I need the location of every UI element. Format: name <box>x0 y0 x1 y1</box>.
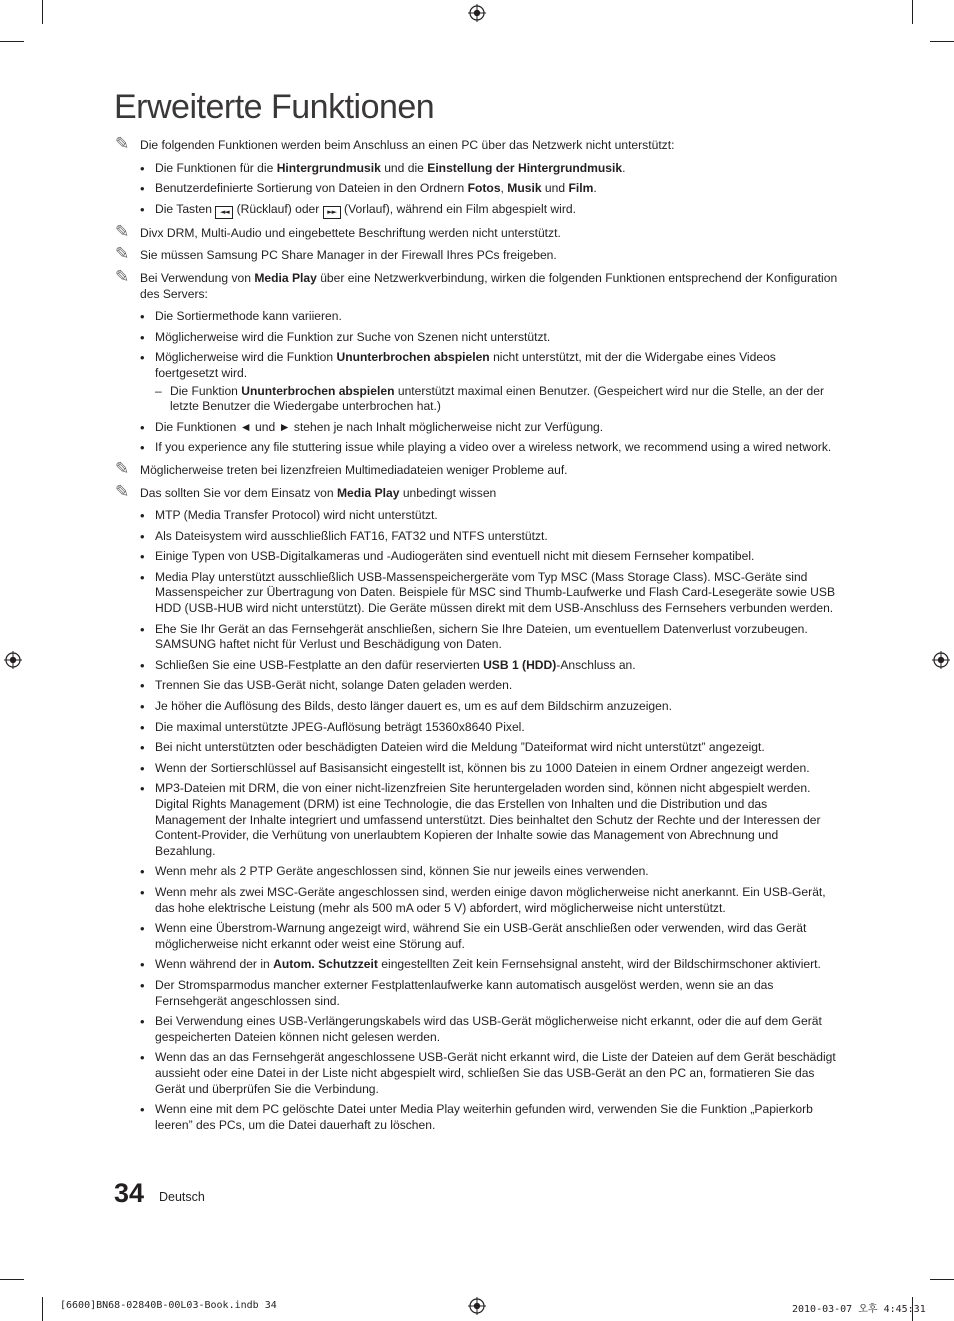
bullet-list <box>115 161 840 219</box>
crop-mark <box>42 0 43 24</box>
list-item <box>115 678 840 694</box>
item-text: Bei nicht unterstützten oder beschädigten Dateien wird die Meldung ”Dateiformat wird nicht unterstützt” angezeigt. <box>155 740 765 755</box>
bullet: • <box>140 621 145 637</box>
sub-item <box>115 384 840 415</box>
bullet: • <box>140 884 145 900</box>
dash: – <box>155 383 162 398</box>
list-item <box>115 549 840 565</box>
bullet: • <box>140 719 145 735</box>
registration-mark-icon <box>468 4 486 22</box>
item-text: Wenn der Sortierschlüssel auf Basisansicht eingestellt ist, können bis zu 1000 Dateien in einem Ordner angezeigt werden. <box>155 760 810 775</box>
note-text: Divx DRM, Multi-Audio und eingebettete Beschriftung werden nicht unterstützt. <box>140 225 561 240</box>
note-pen-icon: ✎ <box>115 266 130 287</box>
item-text: und die <box>380 160 428 175</box>
bullet-list <box>115 309 840 381</box>
list-item <box>115 740 840 756</box>
list-item <box>115 761 840 777</box>
print-timestamp: 2010-03-07 오후 4:45:31 <box>792 1304 926 1315</box>
note <box>115 458 840 479</box>
bullet: • <box>140 977 145 993</box>
note <box>115 481 840 502</box>
page-content <box>115 134 840 1140</box>
list-item <box>115 202 840 219</box>
list-item <box>115 864 840 880</box>
bullet: • <box>140 440 145 456</box>
item-text: Die Funktion <box>170 383 242 398</box>
item-text: Wenn das an das Fernsehgerät angeschlossene USB-Gerät nicht erkannt wird, die Liste der Dateien auf dem Gerät beschädigt aussieht oder eine Datei in der Liste nicht abgespielt wird, schließen Sie das USB-Gerät an den PC an, formatieren Sie das Gerät und überprüfen Sie die Verbindung. <box>155 1050 836 1096</box>
item-bold: Ununterbrochen abspielen <box>241 383 395 398</box>
item-text: Möglicherweise wird die Funktion <box>155 350 337 365</box>
bullet: • <box>140 760 145 776</box>
item-text: , <box>500 181 508 196</box>
rewind-button-icon: ◄◄ <box>215 206 233 219</box>
bullet: • <box>140 864 145 880</box>
list-item <box>115 885 840 916</box>
item-text: (Rücklauf) oder <box>233 201 323 216</box>
item-bold: Autom. Schutzzeit <box>273 957 378 972</box>
page-title: Erweiterte Funktionen <box>114 88 435 126</box>
note-pen-icon: ✎ <box>115 244 130 265</box>
registration-mark-icon <box>932 651 950 669</box>
note-bold: Media Play <box>254 270 317 285</box>
list-item <box>115 508 840 524</box>
note-pen-icon: ✎ <box>115 221 130 242</box>
list-item <box>115 330 840 346</box>
bullet: • <box>140 549 145 565</box>
item-text: Die Funktionen ◄ und ► stehen je nach Inhalt möglicherweise nicht zur Verfügung. <box>155 419 604 434</box>
list-item <box>115 440 840 456</box>
item-text: und <box>541 181 569 196</box>
note-pen-icon: ✎ <box>115 458 130 479</box>
crop-mark <box>0 1279 24 1280</box>
bullet-list <box>115 420 840 456</box>
item-text: Wenn während der in <box>155 957 274 972</box>
bullet: • <box>140 181 145 197</box>
note <box>115 266 840 302</box>
list-item <box>115 781 840 859</box>
list-item <box>115 1050 840 1097</box>
item-text: Die Tasten <box>155 201 216 216</box>
note-text: Möglicherweise treten bei lizenzfreien Multimediadateien weniger Probleme auf. <box>140 462 568 477</box>
note <box>115 244 840 265</box>
item-text: Ehe Sie Ihr Gerät an das Fernsehgerät anschließen, sichern Sie Ihre Dateien, um eventuellem Datenverlust vorzubeugen. SAMSUNG haftet nicht für Verlust und Beschädigung von Daten. <box>155 621 808 652</box>
bullet: • <box>140 781 145 797</box>
bullet: • <box>140 528 145 544</box>
bullet-list <box>115 508 840 1133</box>
list-item <box>115 1102 840 1133</box>
list-item <box>115 570 840 617</box>
bullet: • <box>140 1050 145 1066</box>
note-text: Das sollten Sie vor dem Einsatz von <box>140 485 337 500</box>
bullet: • <box>140 160 145 176</box>
note-text: Sie müssen Samsung PC Share Manager in der Firewall Ihres PCs freigeben. <box>140 248 557 263</box>
list-item <box>115 622 840 653</box>
page-number: 34 <box>114 1178 145 1208</box>
item-text: MP3-Dateien mit DRM, die von einer nicht-lizenzfreien Site heruntergeladen worden sind, können nicht abgespielt werden. Digital Rights Management (DRM) ist eine Technologie, die das Erstellen von Inhalten und die Distribution und das Management der Inhalte integriert und umfassend unterstützt. Dies beinhaltet den Schutz der Rechte und der Interessen der Content-Provider, die Verhütung von unerlaubtem Kopieren der Inhalte sowie das Management von Abrechnung und Bezahlung. <box>155 781 821 858</box>
bullet: • <box>140 1102 145 1118</box>
item-text: eingestellten Zeit kein Fernsehsignal ansteht, wird der Bildschirmschoner aktiviert. <box>377 957 821 972</box>
bullet: • <box>140 350 145 366</box>
item-text: MTP (Media Transfer Protocol) wird nicht unterstützt. <box>155 508 438 523</box>
note-pen-icon: ✎ <box>115 481 130 502</box>
crop-mark <box>912 0 913 24</box>
list-item <box>115 978 840 1009</box>
crop-mark <box>42 1297 43 1321</box>
item-bold: USB 1 (HDD) <box>483 657 557 672</box>
item-bold: Musik <box>507 181 542 196</box>
note-pen-icon: ✎ <box>115 134 130 154</box>
item-text: If you experience any file stuttering issue while playing a video over a wireless network, we recommend using a wired network. <box>155 440 832 455</box>
item-bold: Hintergrundmusik <box>276 160 381 175</box>
list-item <box>115 957 840 973</box>
bullet: • <box>140 921 145 937</box>
list-item <box>115 309 840 325</box>
item-text: (Vorlauf), während ein Film abgespielt wird. <box>340 201 576 216</box>
item-text: Wenn eine mit dem PC gelöschte Datei unter Media Play weiterhin gefunden wird, verwenden Sie die Funktion „Papierkorb leeren” des PCs, um die Datei dauerhaft zu löschen. <box>155 1102 813 1132</box>
bullet: • <box>140 508 145 524</box>
item-text: Die Funktionen für die <box>155 160 277 175</box>
note-text: unbedingt wissen <box>399 485 497 500</box>
list-item <box>115 720 840 736</box>
item-text: unterstützt maximal einen Benutzer. (Gespeichert wird nur die Stelle, an der der letzte Benutzer die Wiedergabe unterbrochen hat.) <box>170 383 825 414</box>
list-item <box>115 181 840 197</box>
page-language: Deutsch <box>159 1190 205 1204</box>
bullet: • <box>140 699 145 715</box>
crop-mark <box>930 41 954 42</box>
item-text: Möglicherweise wird die Funktion zur Suche von Szenen nicht unterstützt. <box>155 329 551 344</box>
item-text: Der Stromsparmodus mancher externer Festplattenlaufwerke kann automatisch ausgelöst werden, wenn sie an das Fernsehgerät angeschlossen sind. <box>155 977 774 1008</box>
item-text: Einige Typen von USB-Digitalkameras und -Audiogeräten sind eventuell nicht mit diesem Fernseher kompatibel. <box>155 549 755 564</box>
bullet: • <box>140 329 145 345</box>
item-text: . <box>622 160 626 175</box>
bullet: • <box>140 657 145 673</box>
item-text: Bei Verwendung eines USB-Verlängerungskabels wird das USB-Gerät möglicherweise nicht erkannt, oder die auf dem Gerät gespeicherten Dateien können nicht gelesen werden. <box>155 1014 822 1044</box>
item-bold: Ununterbrochen abspielen <box>336 350 490 365</box>
item-text: Je höher die Auflösung des Bilds, desto länger dauert es, um es auf dem Bildschirm anzuzeigen. <box>155 699 672 714</box>
bullet: • <box>140 419 145 435</box>
note-bold: Media Play <box>336 485 400 500</box>
bullet: • <box>140 201 145 217</box>
crop-mark <box>930 1279 954 1280</box>
registration-mark-icon <box>468 1297 486 1315</box>
item-text: Schließen Sie eine USB-Festplatte an den dafür reservierten <box>155 657 484 672</box>
item-text: Wenn eine Überstrom-Warnung angezeigt wird, während Sie ein USB-Gerät anschließen oder verwenden, wird das Gerät möglicherweise nicht erkannt oder weist eine Störung auf. <box>155 921 807 951</box>
note <box>115 134 840 154</box>
item-text: nicht unterstützt, mit der die Widergabe eines Videos foertgesetzt wird. <box>155 350 776 380</box>
bullet: • <box>140 569 145 585</box>
fast-forward-button-icon: ►► <box>323 206 341 219</box>
bullet: • <box>140 1014 145 1030</box>
note <box>115 221 840 242</box>
item-text: Wenn mehr als zwei MSC-Geräte angeschlossen sind, werden einige davon möglicherweise nicht anerkannt. Ein USB-Gerät, das hohe elektrische Leistung (mehr als 500 mA oder 5 V) abfordert, wird möglicherweise nicht unterstützt. <box>155 884 826 915</box>
list-item <box>115 699 840 715</box>
bullet: • <box>140 957 145 973</box>
item-text: Als Dateisystem wird ausschließlich FAT16, FAT32 und NTFS unterstützt. <box>155 528 548 543</box>
list-item <box>115 921 840 952</box>
list-item <box>115 161 840 177</box>
item-text: Die Sortiermethode kann variieren. <box>155 309 342 324</box>
list-item <box>115 529 840 545</box>
list-item <box>115 350 840 381</box>
item-text: Die maximal unterstützte JPEG-Auflösung beträgt 15360x8640 Pixel. <box>155 719 525 734</box>
list-item <box>115 420 840 436</box>
list-item <box>115 1014 840 1045</box>
item-bold: Einstellung der Hintergrundmusik <box>427 160 623 175</box>
note-text: Bei Verwendung von <box>140 270 255 285</box>
item-bold: Fotos <box>467 181 501 196</box>
bullet: • <box>140 309 145 325</box>
bullet: • <box>140 678 145 694</box>
registration-mark-icon <box>4 651 22 669</box>
note-text: über eine Netzwerkverbindung, wirken die folgenden Funktionen entsprechend der Konfiguration des Servers: <box>140 270 838 301</box>
item-text: -Anschluss an. <box>556 657 636 672</box>
bullet: • <box>140 740 145 756</box>
item-text: . <box>593 181 597 196</box>
list-item <box>115 658 840 674</box>
item-bold: Film <box>568 181 594 196</box>
note-text: Die folgenden Funktionen werden beim Anschluss an einen PC über das Netzwerk nicht unterstützt: <box>140 138 675 152</box>
crop-mark <box>0 41 24 42</box>
item-text: Benutzerdefinierte Sortierung von Dateien in den Ordnern <box>155 181 468 196</box>
print-file-info: [6600]BN68-02840B-00L03-Book.indb 34 <box>60 1300 277 1311</box>
item-text: Wenn mehr als 2 PTP Geräte angeschlossen sind, können Sie nur jeweils eines verwenden. <box>155 864 649 879</box>
item-text: Media Play unterstützt ausschließlich USB-Massenspeichergeräte vom Typ MSC (Mass Storage Class). MSC-Geräte sind Massenspeicher zur Übertragung von Daten. Beispiele für MSC sind Thumb-Laufwerke und Flash Card-Lesegeräte sowie USB HDD (USB-HUB wird nicht unterstützt). Die Geräte müssen direkt mit dem USB-Anschluss des Fernsehers verbunden werden. <box>155 569 836 616</box>
item-text: Trennen Sie das USB-Gerät nicht, solange Daten geladen werden. <box>155 678 513 693</box>
